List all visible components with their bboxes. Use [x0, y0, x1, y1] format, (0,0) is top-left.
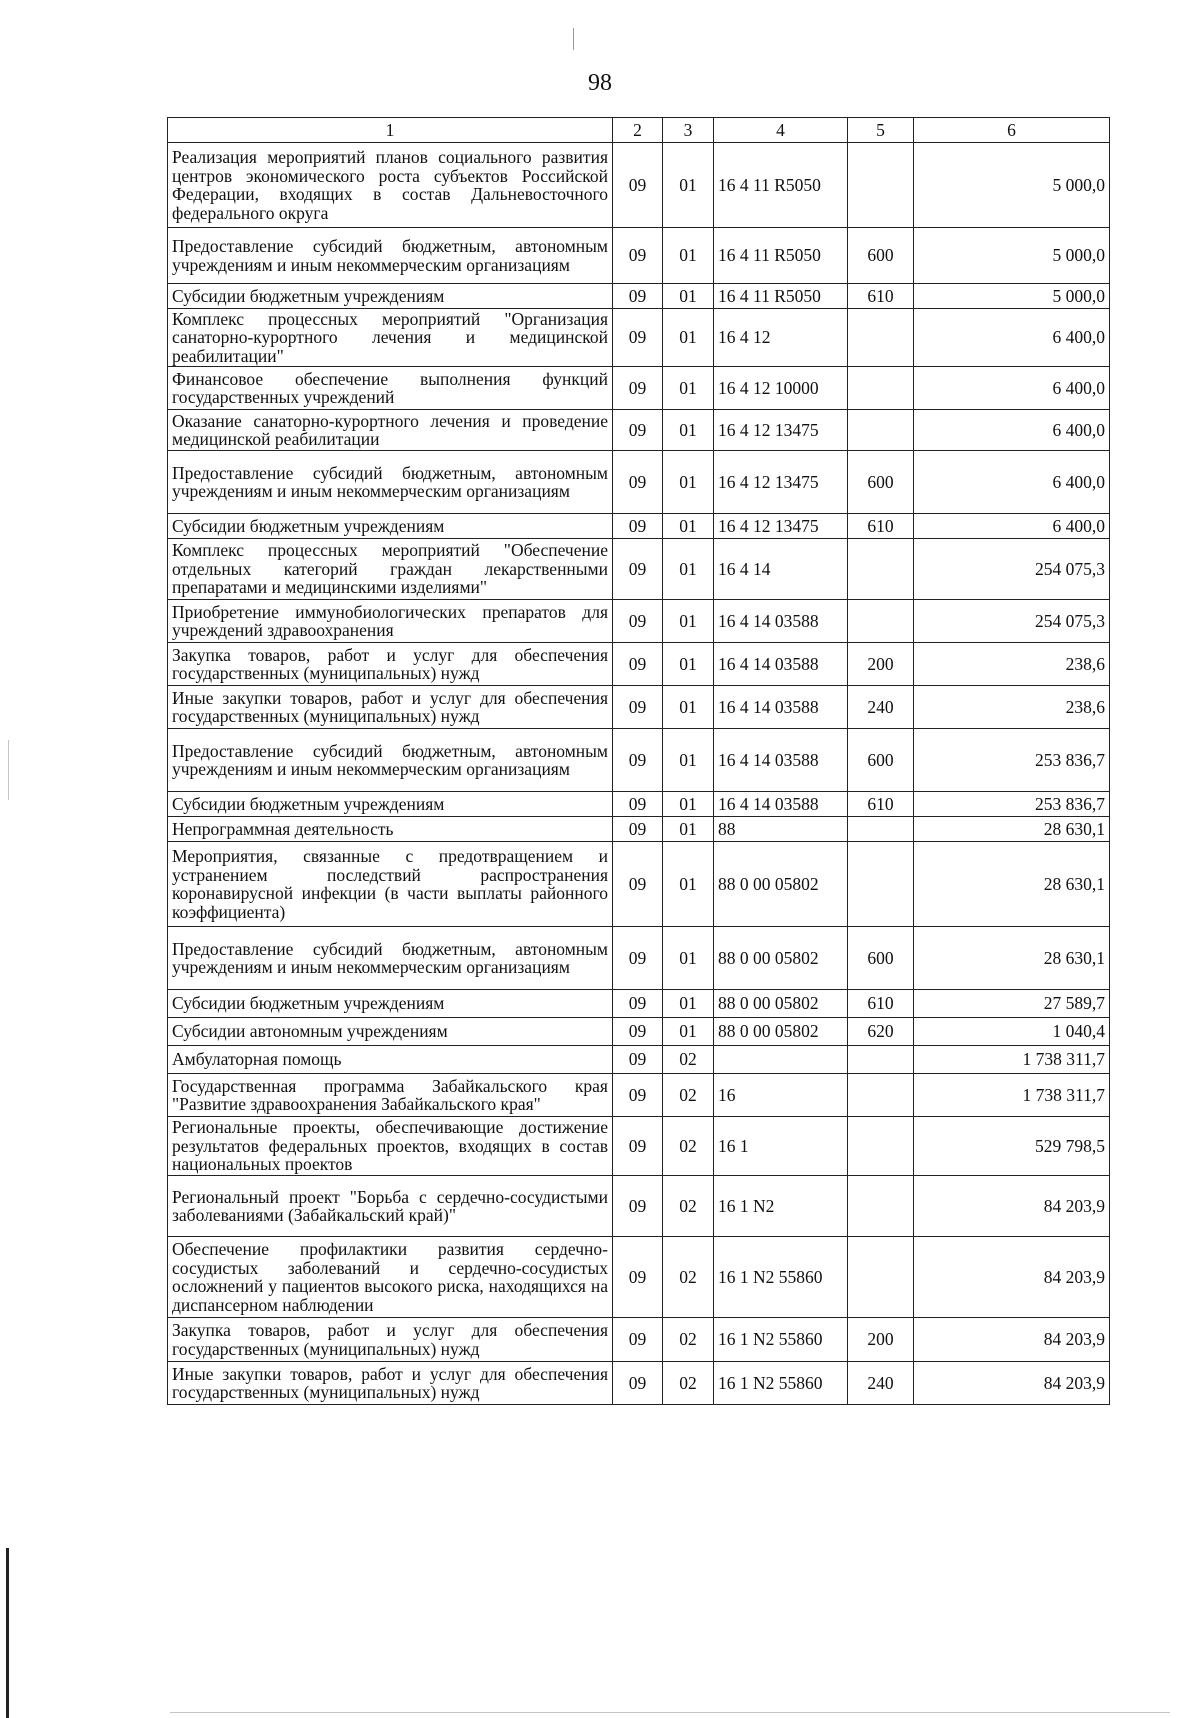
row-expense-type [848, 1176, 914, 1237]
table-row [168, 1046, 1110, 1074]
row-name: Субсидии автономным учреждениям [168, 1018, 613, 1046]
scan-artifact-top [573, 28, 574, 50]
row-subsection: 01 [663, 643, 714, 686]
row-section: 09 [613, 842, 663, 927]
row-amount: 253 836,7 [914, 729, 1110, 792]
row-section: 09 [613, 1117, 663, 1176]
row-name: Государственная программа Забайкальского края "Развитие здравоохранения Забайкальского края" [168, 1074, 613, 1117]
row-expense-type: 240 [848, 1362, 914, 1405]
row-name: Обеспечение профилактики развития сердечно-сосудистых заболеваний и сердечно-сосудистых осложнений у пациентов высокого риска, находящихся на диспансерном наблюдении [168, 1237, 613, 1318]
row-section: 09 [613, 1318, 663, 1362]
row-amount: 529 798,5 [914, 1117, 1110, 1176]
table-row [168, 686, 1110, 729]
row-target-article: 88 0 00 05802 [714, 1018, 848, 1046]
row-subsection: 01 [663, 284, 714, 309]
row-subsection: 02 [663, 1117, 714, 1176]
row-target-article: 16 1 N2 [714, 1176, 848, 1237]
row-expense-type: 600 [848, 451, 914, 514]
row-subsection: 01 [663, 367, 714, 410]
row-name: Комплекс процессных мероприятий "Обеспечение отдельных категорий граждан лекарственными препаратами и медицинскими изделиями" [168, 539, 613, 600]
row-section: 09 [613, 514, 663, 539]
row-subsection: 01 [663, 228, 714, 284]
row-target-article: 16 4 14 03588 [714, 643, 848, 686]
row-expense-type [848, 539, 914, 600]
row-target-article: 16 4 12 [714, 309, 848, 367]
header-col-2: 2 [613, 118, 663, 143]
row-subsection: 01 [663, 927, 714, 990]
row-name: Региональный проект "Борьба с сердечно-сосудистыми заболеваниями (Забайкальский край)" [168, 1176, 613, 1237]
row-section: 09 [613, 817, 663, 842]
table-row [168, 228, 1110, 284]
row-name: Оказание санаторно-курортного лечения и проведение медицинской реабилитации [168, 410, 613, 451]
table-row [168, 792, 1110, 817]
header-col-5: 5 [848, 118, 914, 143]
row-target-article: 16 4 14 03588 [714, 792, 848, 817]
row-target-article: 88 0 00 05802 [714, 842, 848, 927]
row-target-article: 16 1 N2 55860 [714, 1237, 848, 1318]
row-target-article: 88 0 00 05802 [714, 990, 848, 1018]
row-target-article: 16 4 11 R5050 [714, 228, 848, 284]
row-expense-type: 610 [848, 990, 914, 1018]
row-expense-type: 610 [848, 792, 914, 817]
row-target-article: 16 1 N2 55860 [714, 1318, 848, 1362]
row-name: Субсидии бюджетным учреждениям [168, 792, 613, 817]
row-expense-type [848, 1046, 914, 1074]
row-section: 09 [613, 792, 663, 817]
header-col-1: 1 [168, 118, 613, 143]
row-amount: 1 738 311,7 [914, 1046, 1110, 1074]
row-target-article: 16 4 14 03588 [714, 600, 848, 643]
row-name: Закупка товаров, работ и услуг для обеспечения государственных (муниципальных) нужд [168, 1318, 613, 1362]
row-name: Закупка товаров, работ и услуг для обеспечения государственных (муниципальных) нужд [168, 643, 613, 686]
row-amount: 238,6 [914, 686, 1110, 729]
row-section: 09 [613, 539, 663, 600]
row-name: Иные закупки товаров, работ и услуг для обеспечения государственных (муниципальных) нужд [168, 686, 613, 729]
row-amount: 254 075,3 [914, 539, 1110, 600]
row-expense-type [848, 600, 914, 643]
row-section: 09 [613, 284, 663, 309]
table-row [168, 539, 1110, 600]
scan-artifact-left [8, 740, 9, 800]
table-header-row [168, 118, 1110, 143]
row-amount: 84 203,9 [914, 1176, 1110, 1237]
row-expense-type [848, 1074, 914, 1117]
row-name: Предоставление субсидий бюджетным, автономным учреждениям и иным некоммерческим организациям [168, 228, 613, 284]
row-expense-type [848, 410, 914, 451]
row-section: 09 [613, 686, 663, 729]
table-body [168, 118, 1110, 1405]
row-subsection: 02 [663, 1046, 714, 1074]
table-row [168, 729, 1110, 792]
row-section: 09 [613, 410, 663, 451]
budget-table [167, 117, 1110, 1405]
table-row [168, 927, 1110, 990]
scan-artifact-edge [6, 1548, 9, 1718]
row-subsection: 01 [663, 686, 714, 729]
row-amount: 84 203,9 [914, 1318, 1110, 1362]
header-col-4: 4 [714, 118, 848, 143]
row-amount: 238,6 [914, 643, 1110, 686]
row-name: Иные закупки товаров, работ и услуг для обеспечения государственных (муниципальных) нужд [168, 1362, 613, 1405]
row-amount: 28 630,1 [914, 927, 1110, 990]
row-amount: 5 000,0 [914, 143, 1110, 228]
table-row [168, 309, 1110, 367]
row-amount: 1 738 311,7 [914, 1074, 1110, 1117]
row-name: Предоставление субсидий бюджетным, автономным учреждениям и иным некоммерческим организациям [168, 927, 613, 990]
row-subsection: 02 [663, 1074, 714, 1117]
row-target-article: 16 4 11 R5050 [714, 284, 848, 309]
table-row [168, 842, 1110, 927]
header-col-6: 6 [914, 118, 1110, 143]
row-subsection: 01 [663, 451, 714, 514]
row-expense-type: 200 [848, 1318, 914, 1362]
row-expense-type: 620 [848, 1018, 914, 1046]
table-row [168, 410, 1110, 451]
row-name: Предоставление субсидий бюджетным, автономным учреждениям и иным некоммерческим организациям [168, 451, 613, 514]
row-name: Реализация мероприятий планов социального развития центров экономического роста субъектов Российской Федерации, входящих в состав Дальневосточного федерального округа [168, 143, 613, 228]
row-expense-type: 610 [848, 284, 914, 309]
row-name: Региональные проекты, обеспечивающие достижение результатов федеральных проектов, входящих в состав национальных проектов [168, 1117, 613, 1176]
row-expense-type: 600 [848, 729, 914, 792]
row-expense-type [848, 817, 914, 842]
table-row [168, 1362, 1110, 1405]
table-row [168, 817, 1110, 842]
row-target-article: 16 4 11 R5050 [714, 143, 848, 228]
row-subsection: 02 [663, 1237, 714, 1318]
row-expense-type [848, 143, 914, 228]
table-row [168, 514, 1110, 539]
row-subsection: 01 [663, 143, 714, 228]
row-subsection: 02 [663, 1176, 714, 1237]
row-name: Непрограммная деятельность [168, 817, 613, 842]
table-row [168, 1074, 1110, 1117]
table-row [168, 1018, 1110, 1046]
row-section: 09 [613, 1176, 663, 1237]
row-section: 09 [613, 729, 663, 792]
row-section: 09 [613, 451, 663, 514]
row-subsection: 01 [663, 729, 714, 792]
table-row [168, 143, 1110, 228]
row-expense-type: 600 [848, 228, 914, 284]
row-name: Финансовое обеспечение выполнения функций государственных учреждений [168, 367, 613, 410]
row-subsection: 01 [663, 410, 714, 451]
row-section: 09 [613, 309, 663, 367]
row-target-article: 88 [714, 817, 848, 842]
table-row [168, 1318, 1110, 1362]
row-target-article: 16 4 12 13475 [714, 451, 848, 514]
row-target-article: 16 4 14 03588 [714, 686, 848, 729]
scan-artifact-bottom [170, 1712, 1170, 1713]
row-target-article: 16 [714, 1074, 848, 1117]
row-subsection: 01 [663, 539, 714, 600]
row-expense-type [848, 1117, 914, 1176]
row-target-article: 16 4 12 13475 [714, 514, 848, 539]
row-expense-type [848, 1237, 914, 1318]
row-subsection: 02 [663, 1318, 714, 1362]
row-expense-type: 240 [848, 686, 914, 729]
page-number: 98 [588, 70, 612, 96]
table-row [168, 600, 1110, 643]
row-section: 09 [613, 367, 663, 410]
row-section: 09 [613, 643, 663, 686]
row-subsection: 01 [663, 1018, 714, 1046]
row-amount: 1 040,4 [914, 1018, 1110, 1046]
row-section: 09 [613, 143, 663, 228]
row-section: 09 [613, 1018, 663, 1046]
row-expense-type [848, 842, 914, 927]
row-amount: 6 400,0 [914, 514, 1110, 539]
row-subsection: 01 [663, 990, 714, 1018]
table-row [168, 367, 1110, 410]
table-row [168, 643, 1110, 686]
row-expense-type: 600 [848, 927, 914, 990]
row-amount: 6 400,0 [914, 309, 1110, 367]
row-amount: 254 075,3 [914, 600, 1110, 643]
row-amount: 84 203,9 [914, 1362, 1110, 1405]
row-subsection: 01 [663, 514, 714, 539]
row-subsection: 01 [663, 792, 714, 817]
row-expense-type: 200 [848, 643, 914, 686]
row-section: 09 [613, 1362, 663, 1405]
row-target-article [714, 1046, 848, 1074]
row-section: 09 [613, 1046, 663, 1074]
row-name: Предоставление субсидий бюджетным, автономным учреждениям и иным некоммерческим организациям [168, 729, 613, 792]
row-name: Субсидии бюджетным учреждениям [168, 990, 613, 1018]
row-target-article: 16 4 12 13475 [714, 410, 848, 451]
row-subsection: 01 [663, 309, 714, 367]
row-amount: 6 400,0 [914, 367, 1110, 410]
row-amount: 28 630,1 [914, 817, 1110, 842]
row-name: Субсидии бюджетным учреждениям [168, 284, 613, 309]
row-section: 09 [613, 600, 663, 643]
row-name: Амбулаторная помощь [168, 1046, 613, 1074]
row-section: 09 [613, 990, 663, 1018]
row-section: 09 [613, 228, 663, 284]
row-expense-type [848, 309, 914, 367]
table-row [168, 1176, 1110, 1237]
row-amount: 253 836,7 [914, 792, 1110, 817]
row-subsection: 01 [663, 817, 714, 842]
row-amount: 27 589,7 [914, 990, 1110, 1018]
row-subsection: 01 [663, 842, 714, 927]
row-target-article: 16 1 [714, 1117, 848, 1176]
row-name: Мероприятия, связанные с предотвращением и устранением последствий распространения коронавирусной инфекции (в части выплаты районного коэффициента) [168, 842, 613, 927]
row-name: Субсидии бюджетным учреждениям [168, 514, 613, 539]
table-row [168, 1117, 1110, 1176]
row-name: Комплекс процессных мероприятий "Организация санаторно-курортного лечения и медицинской реабилитации" [168, 309, 613, 367]
row-target-article: 16 1 N2 55860 [714, 1362, 848, 1405]
row-expense-type: 610 [848, 514, 914, 539]
row-amount: 28 630,1 [914, 842, 1110, 927]
row-target-article: 16 4 12 10000 [714, 367, 848, 410]
row-section: 09 [613, 927, 663, 990]
row-subsection: 01 [663, 600, 714, 643]
row-amount: 6 400,0 [914, 410, 1110, 451]
row-subsection: 02 [663, 1362, 714, 1405]
table-row [168, 451, 1110, 514]
row-target-article: 88 0 00 05802 [714, 927, 848, 990]
row-target-article: 16 4 14 [714, 539, 848, 600]
row-target-article: 16 4 14 03588 [714, 729, 848, 792]
row-section: 09 [613, 1074, 663, 1117]
table-row [168, 284, 1110, 309]
table-row [168, 990, 1110, 1018]
row-name: Приобретение иммунобиологических препаратов для учреждений здравоохранения [168, 600, 613, 643]
row-amount: 5 000,0 [914, 284, 1110, 309]
row-amount: 5 000,0 [914, 228, 1110, 284]
table-row [168, 1237, 1110, 1318]
row-amount: 6 400,0 [914, 451, 1110, 514]
header-col-3: 3 [663, 118, 714, 143]
row-expense-type [848, 367, 914, 410]
row-section: 09 [613, 1237, 663, 1318]
row-amount: 84 203,9 [914, 1237, 1110, 1318]
